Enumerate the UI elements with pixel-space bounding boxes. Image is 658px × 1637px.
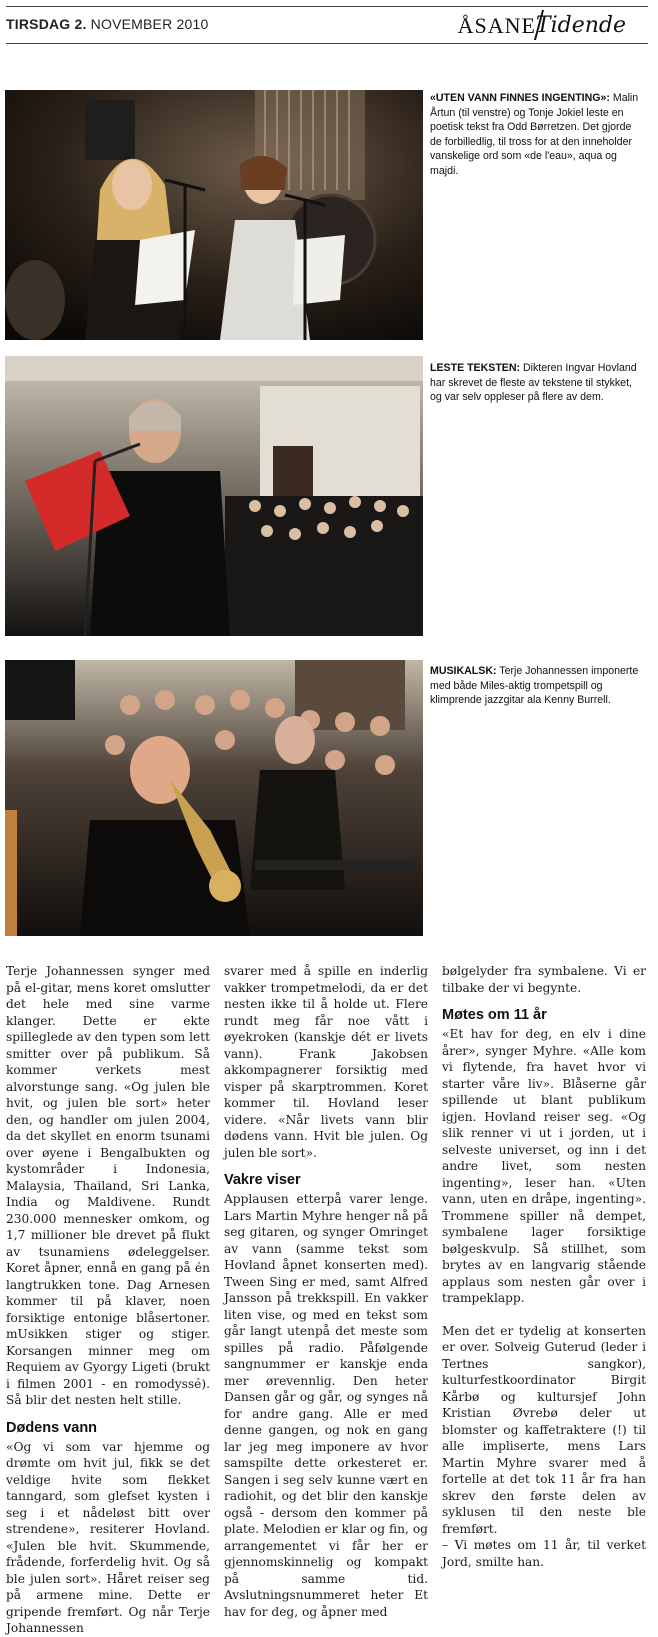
photo-trumpet-player xyxy=(5,660,423,936)
article-paragraph: «Et hav for deg, en elv i dine årer», synger Myhre. «Alle kom vi flytende, fra havet hvor vi starter våre liv». Blåserne går spillende ut blant publikum igjen. Hovland reiser seg. «Og slik renner vi ut i jorden, ut i selveste universet, og inn i det andre livet, som nesten ingenting», leser han. «Uten vann, uten en dråpe, ingenting». Trommene spiller nå dempet, symbalene lager forsiktige bølgeskvulp. Så stillhet, som brytes av en langvarig stående applaus som nesten går over i trampeklapp. xyxy=(442,1027,646,1305)
caption-photo-poet xyxy=(430,361,640,405)
caption-photo-readers xyxy=(430,91,640,179)
photo-readers xyxy=(5,90,423,340)
article-paragraph: Men det er tydelig at konserten er over. Solveig Guterud (leder i Tertnes sangkor), kulturfestkoordinator Birgit Kårbø og kultursjef John Kristian Øvrebø deler ut blomster og kaffetraktere (!) til alle impliserte, mens Lars Martin Myhre svarer med å fortelle at det tok 11 år fra han skrev den første delen av syklusen til den neste ble fremført. xyxy=(442,1323,646,1536)
caption-photo-trumpet xyxy=(430,664,640,708)
issue-month-year: NOVEMBER 2010 xyxy=(86,16,209,32)
paragraph-gap xyxy=(442,1307,646,1323)
issue-date xyxy=(6,16,208,32)
article-column-2 xyxy=(224,963,428,1620)
logo-tidende: Tidende xyxy=(535,13,626,38)
article-column-1 xyxy=(6,963,210,1637)
caption-lead: LESTE TEKSTEN: xyxy=(430,362,521,374)
article-paragraph: bølgelyder fra symbalene. Vi er tilbake der vi begynte. xyxy=(442,964,646,995)
article-paragraph: «Og vi som var hjemme og drømte om hvit jul, fikk se det veldige hvite som flekket tanngard, som glefset kysten i seg i et nådeløst bitt over strendene», resiterer Hovland. «Julen ble hvit. Skummende, frådende, forferdelig hvit. Og så ble julen sort». Håret reiser seg på armene mine. Dette er gripende fremført. Og når Terje Johannessen xyxy=(6,1439,210,1635)
article-paragraph: Applausen etterpå varer lenge. Lars Martin Myhre henger nå på seg gitaren, og synger Omringet av vann (samme tekst som Hovland åpnet konserten med). Tween Sing er med, samt Alfred Jansson på trekkspill. En vakker liten vise, og med en tekst som går langt utenpå det meste som spilles på radio. Påfølgende sangnummer er kanskje enda mer ørevennlig. Den heter Dansen går og går, og synges nå for andre gang. Alle er med denne gangen, og nok en gang lar jeg meg imponere av hvor samspilte dette orkesteret er. Sangen i seg selv kunne vært en radiohit, og det blir den kanskje også - dersom den kommer på plate. Melodien er klar og fin, og arrangementet vi får her er gjennomskinnelig og kompakt på samme tid. Avslutningsnummeret heter Et hav for deg, og åpner med xyxy=(224,1192,428,1619)
article-paragraph: svarer med å spille en inderlig vakker trompetmelodi, da er det nesten ikke til å holde ut. Flere rundt meg får noe vått i øyekroken (kanskje dét er livets vann). Frank Jakobsen akkompagnerer forsiktig med visper på skarptrommen. Koret kommer til. Hovland leser videre. «Når livets vann blir dødens vann. Hvit ble julen. Og julen ble sort». xyxy=(224,964,428,1160)
issue-day: TIRSDAG 2. xyxy=(6,16,87,32)
article-subheading: Vakre viser xyxy=(224,1172,301,1188)
caption-text: Terje Johannessen imponerte med både Miles-aktig trompetspill og klimprende jazzgitar ala Kenny Burrell. xyxy=(430,665,639,707)
article-column-3 xyxy=(442,963,646,1570)
caption-text: Malin Årtun (til venstre) og Tonje Jokiel leste en poetisk tekst fra Odd Børretzen. Det gjorde de forbilledlig, til tross for at den inneholder vanskelige ord som «de l'eau», aqua og majdi. xyxy=(430,92,639,177)
caption-lead: MUSIKALSK: xyxy=(430,665,497,677)
page-header xyxy=(6,6,648,44)
caption-text: Dikteren Ingvar Hovland har skrevet de fleste av tekstene til stykket, og var selv oppleser på flere av dem. xyxy=(430,362,637,404)
article-subheading: Dødens vann xyxy=(6,1419,98,1436)
article-paragraph: – Vi møtes om 11 år, til verket Jord, smilte han. xyxy=(442,1538,646,1569)
article-paragraph: Terje Johannessen synger med på el-gitar, mens koret omslutter det hele med sine varme klanger. Dette er ekte spilleglede av den typen som lett smitter over på publikum. Så kommer verkets mest alvorstunge sang. «Og julen ble hvit, og julen ble sort» heter den, og handler om julen 2004, da det skyllet en enorm tsunami over øyene i Bengalbukten og kystområder i Indonesia, Malaysia, Thailand, Sri Lanka, India og Maldivene. Rundt 230.000 mennesker omkom, og 1,7 millioner ble drevet på flukt av tsunamiens ødeleggelser. Koret åpner, ennå en gang på én langtrukken tone. Dag Arnesen kommer til på klaver, noen forsiktige entonige blåsertoner. mUsikken stiger og stiger. Korsangen minner meg om Requiem av Gyorgy Ligeti (brukt i filmen 2001 - en romodyssé). Så blir det nesten helt stille. xyxy=(6,964,210,1407)
logo-asane: ÅSANE xyxy=(457,13,536,38)
article-subheading: Møtes om 11 år xyxy=(442,1007,547,1023)
photo-poet-reading xyxy=(5,356,423,636)
caption-lead: «UTEN VANN FINNES INGENTING»: xyxy=(430,92,610,104)
